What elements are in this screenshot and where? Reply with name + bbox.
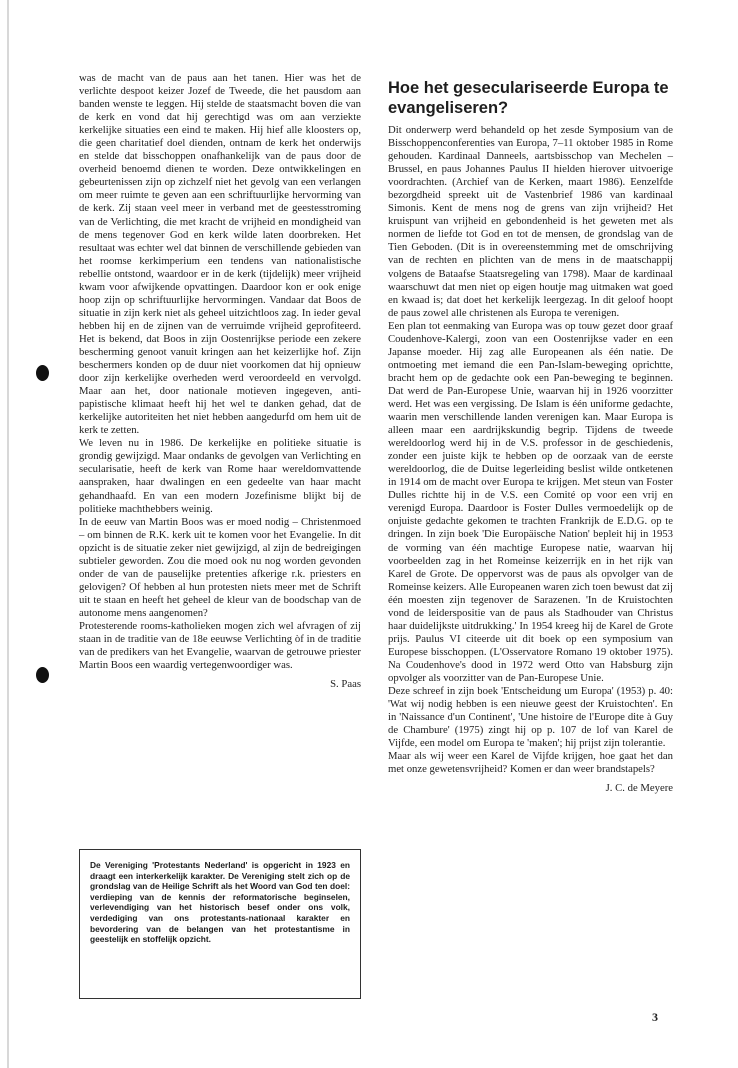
right-column xyxy=(388,78,673,795)
left-signature: S. Paas xyxy=(330,678,361,691)
page-edge xyxy=(7,0,9,1068)
left-column xyxy=(79,72,361,691)
right-paragraph-1: Dit onderwerp werd behandeld op het zesde Symposium van de Bisschoppenconferenties van Europa, 7–11 oktober 1985 in Rome gehouden. Kardinaal Danneels, aartsbisschop van Mechelen – Brussel, en paus Johannes Paulus II hielden hierover uitvoerige voordrachten. (Archief van de Kerken, maart 1986). Eenzelfde bezorgdheid spreekt uit de Vastenbrief 1986 van kardinaal Simonis. Kent de mens nog de grens van zijn vrijheid? Het kruispunt van vrijheid en gebondenheid is het geweten met als normen de liefde tot God en tot de mensen, de grondslag van de Tien Geboden. (Dit is in overeenstemming met de omschrijving van de rechten en plichten van de mens in de maatschappij volgens de Bataafse Staatsregeling van 1798). Maar de kardinaal waarschuwt dat men niet op eigen houtje mag uitmaken wat goed en kwaad is; dat doet het kerkelijk leergezag. In dit geloof hoopt de paus zowel alle christenen als Europa te verenigen. xyxy=(388,124,673,319)
right-signature: J. C. de Meyere xyxy=(605,782,673,795)
punch-hole-bottom xyxy=(36,667,49,683)
punch-hole-top xyxy=(36,365,49,381)
right-paragraph-3: Deze schreef in zijn boek 'Entscheidung um Europa' (1953) p. 40: 'Wat wij nodig hebben is een nieuwe geest der Kruistochten'. En in 'Naissance d'un Continent', 'Une histoire de l'Europe dite à Guy de Chambure' (1975) zingt hij op p. 107 de lof van Karel de Vijfde, een model om Europa te 'maken'; hij prijst zijn tolerantie. xyxy=(388,685,673,750)
right-closing-line: Maar als wij weer een Karel de Vijfde krijgen, hoe gaat het dan met onze gewetensvrijheid? Komen er dan weer brandstapels? xyxy=(388,750,673,776)
left-paragraph-3: In de eeuw van Martin Boos was er moed nodig – Christenmoed – om binnen de R.K. kerk uit te komen voor het Evangelie. In dit opzicht is de situatie zeker niet gewijzigd, al zijn de bedreigingen subtieler geworden. Zou die moed ook nu nog worden gevonden onder de van de pauselijke pretenties afkerige r.k. priesters en gelovigen? Of hebben al hun protesten niets meer met de Schrift uit te staan en heeft het geheel de kleur van de boodschap van de autonome mens aangenomen? xyxy=(79,515,361,619)
notice-box-text: De Vereniging 'Protestants Nederland' is opgericht in 1923 en draagt een interkerkelijk karakter. De Vereniging stelt zich op de grondslag van de Heilige Schrift als het Woord van God ten doel: verdieping van de kennis der reformatorische beginselen, verlevendiging van het historisch besef onder ons volk, verdediging van ons protestants-nationaal karakter en bevordering van de belangen van het protestantisme in geestelijk en stoffelijk opzicht. xyxy=(90,860,350,945)
left-paragraph-2: We leven nu in 1986. De kerkelijke en politieke situatie is grondig gewijzigd. Maar ondanks de gevolgen van Verlichting en secularisatie, heeft de kerk van Rome haar wereldomvattende aanspraken, haar dwalingen en een gedeelte van haar macht gehandhaafd. En van een modern Jozefinisme blijkt bij de politieke machthebbers weinig. xyxy=(79,437,361,515)
article-title: Hoe het geseculariseerde Europa te evangeliseren? xyxy=(388,79,669,117)
page-number: 3 xyxy=(652,1010,658,1024)
left-paragraph-1: was de macht van de paus aan het tanen. Hier was het de verlichte despoot keizer Jozef de Tweede, die het pausdom aan banden wenste te leggen. Hij stelde de staatsmacht boven die van de kerk en vond dat hij gerechtigd was om aan verziekte kerkelijke situaties een eind te maken. Hij hief alle kloosters op, die geen charitatief doel dienden, ontnam de kerk het onderwijs en stelde dat bisschoppen onafhankelijk van de paus door de overheid benoemd dienen te worden. Deze ontwikkelingen en gebeurtenissen zijn op zichzelf niet het gevolg van een verlangen om meer ruimte te geven aan een schriftuurlijke hervorming van de kerk. Zij staan veel meer in verband met de geestesstroming van de Verlichting, die met kracht de vrijheid en mondigheid van de mens tegenover God en kerk wilde laten doorbreken. Het resultaat was echter wel dat binnen de verschillende gebieden van het roomse kerkimperium een tendens van nationalistische rebellie ontstond, waardoor er in de kerk (tijdelijk) meer vrijheid kwam voor afwijkende opvattingen. Daardoor kon er ook enige hoop zijn op schriftuurlijke hervormingen. Vandaar dat Boos de situatie in zijn kerk niet als geheel uitzichtloos zag. In ieder geval hebben hij en de zijnen van de verruimde vrijheid geprofiteerd. Het is bekend, dat Boos in zijn Oostenrijkse periode een zekere bescherming genoot vanuit kringen aan het keizerlijke hof. Zijn beschermers konden op de duur niet voorkomen dat hij opnieuw door zijn kerkelijke overheden werd veroordeeld en vervolgd. Maar aan het, door nationale motieven ingegeven, anti-papistische klimaat heeft hij het wel te danken gehad, dat de kerkelijke autoriteiten het niet hebben aangedurfd om hem uit de kerk te zetten. xyxy=(79,72,361,437)
right-paragraph-2: Een plan tot eenmaking van Europa was op touw gezet door graaf Coudenhove-Kalergi, zoon van een Oostenrijkse vader en een Japanse moeder. Hij zag alle Europeanen als één natie. De ontmoeting met iemand die een Pan-Islam-beweging oprichtte, bracht hem op de gedachte ook een Pan-beweging te beginnen. Dat werd de Pan-Europese Unie, waarvan hij in 1926 voorzitter werd. Het was een vergissing. De Islam is één uniforme gedachte, waarin men verschillende landen verenigen kan. Maar Europa is alleen maar een aardrijkskundig begrip. Tijdens de tweede wereldoorlog werd hij in de V.S. professor in de geschiedenis, zonder een juiste kijk te hebben op de oorzaak van de eerste wereldoorlog, die de Duitse legerleiding beslist wilde ontketenen in 1914 om de macht over Europa te krijgen. Met steun van Foster Dulles richtte hij in de V.S. een Comité op voor een vrij en verenigd Europa. Daardoor is Foster Dulles vermoedelijk op de onjuiste gedachte gekomen te trachten Frankrijk de E.D.G. op te dringen. In zijn boek 'Die Europäische Nation' bepleit hij in 1953 de vorming van één machtige Europese natie, waarvan hij voorbeelden zag in het Romeinse keizerrijk en in het rijk van Karel de Grote. De oppervorst was de paus als opvolger van de Romeinse keizers. Alle Europeanen waren zich toen bewust dat zij één moesten zijn tegenover de Sarazenen. 'In de Kruistochten vond de leiderspositie van de paus als Stadhouder van Christus haar duidelijkste uitdrukking.' In 1954 kreeg hij de Karel de Grote prijs. Paulus VI citeerde uit dit boek op een symposium van Europese bisschoppen. (L'Osservatore Romano 19 oktober 1975). Na Coudenhove's dood in 1972 werd Otto van Habsburg zijn opvolger als voorzitter van de Pan-Europese Unie. xyxy=(388,319,673,684)
left-paragraph-4: Protesterende rooms-katholieken mogen zich wel afvragen of zij staan in de traditie van de 18e eeuwse Verlichting òf in de traditie van de predikers van het Evangelie, waarvan de getrouwe priester Martin Boos een waardig vertegenwoordiger was. xyxy=(79,619,361,672)
notice-box xyxy=(79,849,361,999)
